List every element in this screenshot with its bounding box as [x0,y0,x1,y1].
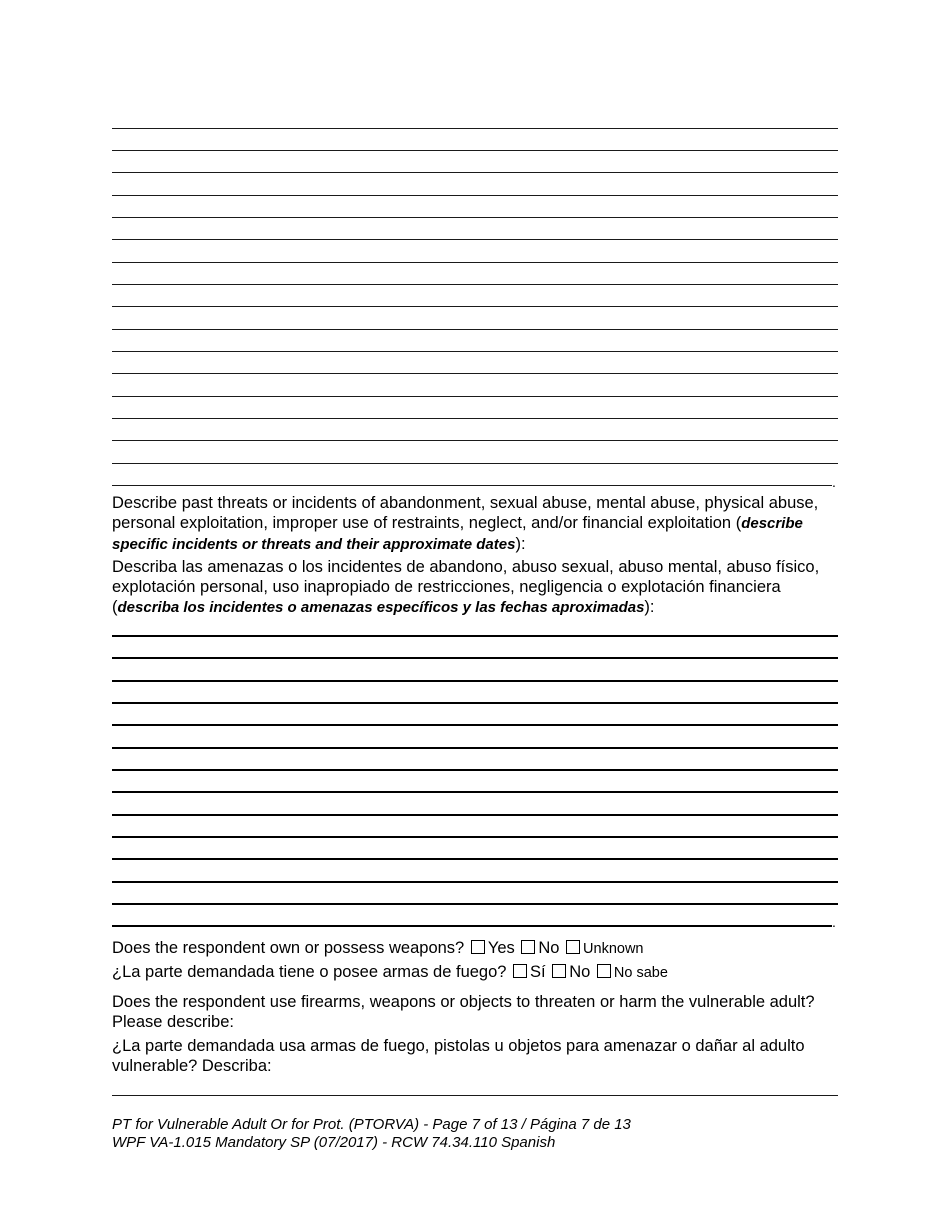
writing-line[interactable] [112,262,838,263]
si-label: Sí [530,963,546,981]
writing-line[interactable] [112,485,832,486]
writing-line[interactable] [112,172,838,173]
writing-line[interactable] [112,702,838,704]
writing-line[interactable] [112,217,838,218]
writing-line[interactable] [112,858,838,860]
unknown-label: Unknown [583,941,644,957]
firearms-question-es: ¿La parte demandada usa armas de fuego, pistolas u objetos para amenazar o dañar al adulto vulnerable? Describa: [112,1037,805,1075]
no-checkbox-es[interactable] [552,964,566,978]
weapons-question-es [112,962,668,983]
writing-line[interactable] [112,1095,838,1096]
yes-label: Yes [487,939,515,957]
weapons-question-label-es: ¿La parte demandada tiene o posee armas de fuego? [112,963,507,981]
writing-line[interactable] [112,195,838,196]
writing-line[interactable] [112,724,838,726]
firearms-question-en: Does the respondent use firearms, weapons or objects to threaten or harm the vulnerable adult? Please describe: [112,993,815,1031]
weapons-question-label: Does the respondent own or possess weapons? [112,939,465,957]
writing-line[interactable] [112,284,838,285]
writing-line[interactable] [112,418,838,419]
threats-prompt-es: Describa las amenazas o los incidentes de abandono, abuso sexual, abuso mental, abuso físico, explotación personal, uso inapropiado de restricciones, negligencia o explotación financiera (describa los incidentes o amenazas específicos y las fechas aproximadas): [112,558,820,616]
writing-line[interactable] [112,836,838,838]
writing-line[interactable] [112,925,832,927]
line-end-period: . [832,474,836,490]
writing-line[interactable] [112,635,838,637]
writing-line[interactable] [112,329,838,330]
writing-line[interactable] [112,657,838,659]
writing-line[interactable] [112,747,838,749]
writing-line[interactable] [112,150,838,151]
writing-line[interactable] [112,903,838,905]
line-end-period: . [832,914,836,930]
no-label: No [538,939,560,957]
no-sabe-checkbox[interactable] [597,964,611,978]
no-label-es: No [569,963,591,981]
si-checkbox[interactable] [513,964,527,978]
writing-line[interactable] [112,814,838,816]
writing-line[interactable] [112,680,838,682]
writing-line[interactable] [112,881,838,883]
writing-line[interactable] [112,239,838,240]
writing-line[interactable] [112,306,838,307]
writing-line[interactable] [112,128,838,129]
no-checkbox[interactable] [521,940,535,954]
footer-line-2: WPF VA-1.015 Mandatory SP (07/2017) - RCW 74.34.110 Spanish [112,1134,556,1151]
writing-line[interactable] [112,373,838,374]
no-sabe-label: No sabe [613,965,668,981]
writing-line[interactable] [112,791,838,793]
weapons-question-en [112,938,643,959]
writing-line[interactable] [112,769,838,771]
writing-line[interactable] [112,396,838,397]
writing-line[interactable] [112,351,838,352]
yes-checkbox[interactable] [471,940,485,954]
writing-line[interactable] [112,440,838,441]
footer-line-1: PT for Vulnerable Adult Or for Prot. (PTORVA) - Page 7 of 13 / Página 7 de 13 [112,1116,631,1133]
unknown-checkbox[interactable] [566,940,580,954]
threats-prompt-en: Describe past threats or incidents of abandonment, sexual abuse, mental abuse, physical abuse, personal exploitation, improper use of restraints, neglect, and/or financial exploitation (describe specific incidents or threats and their approximate dates): [112,494,819,553]
writing-line[interactable] [112,463,838,464]
